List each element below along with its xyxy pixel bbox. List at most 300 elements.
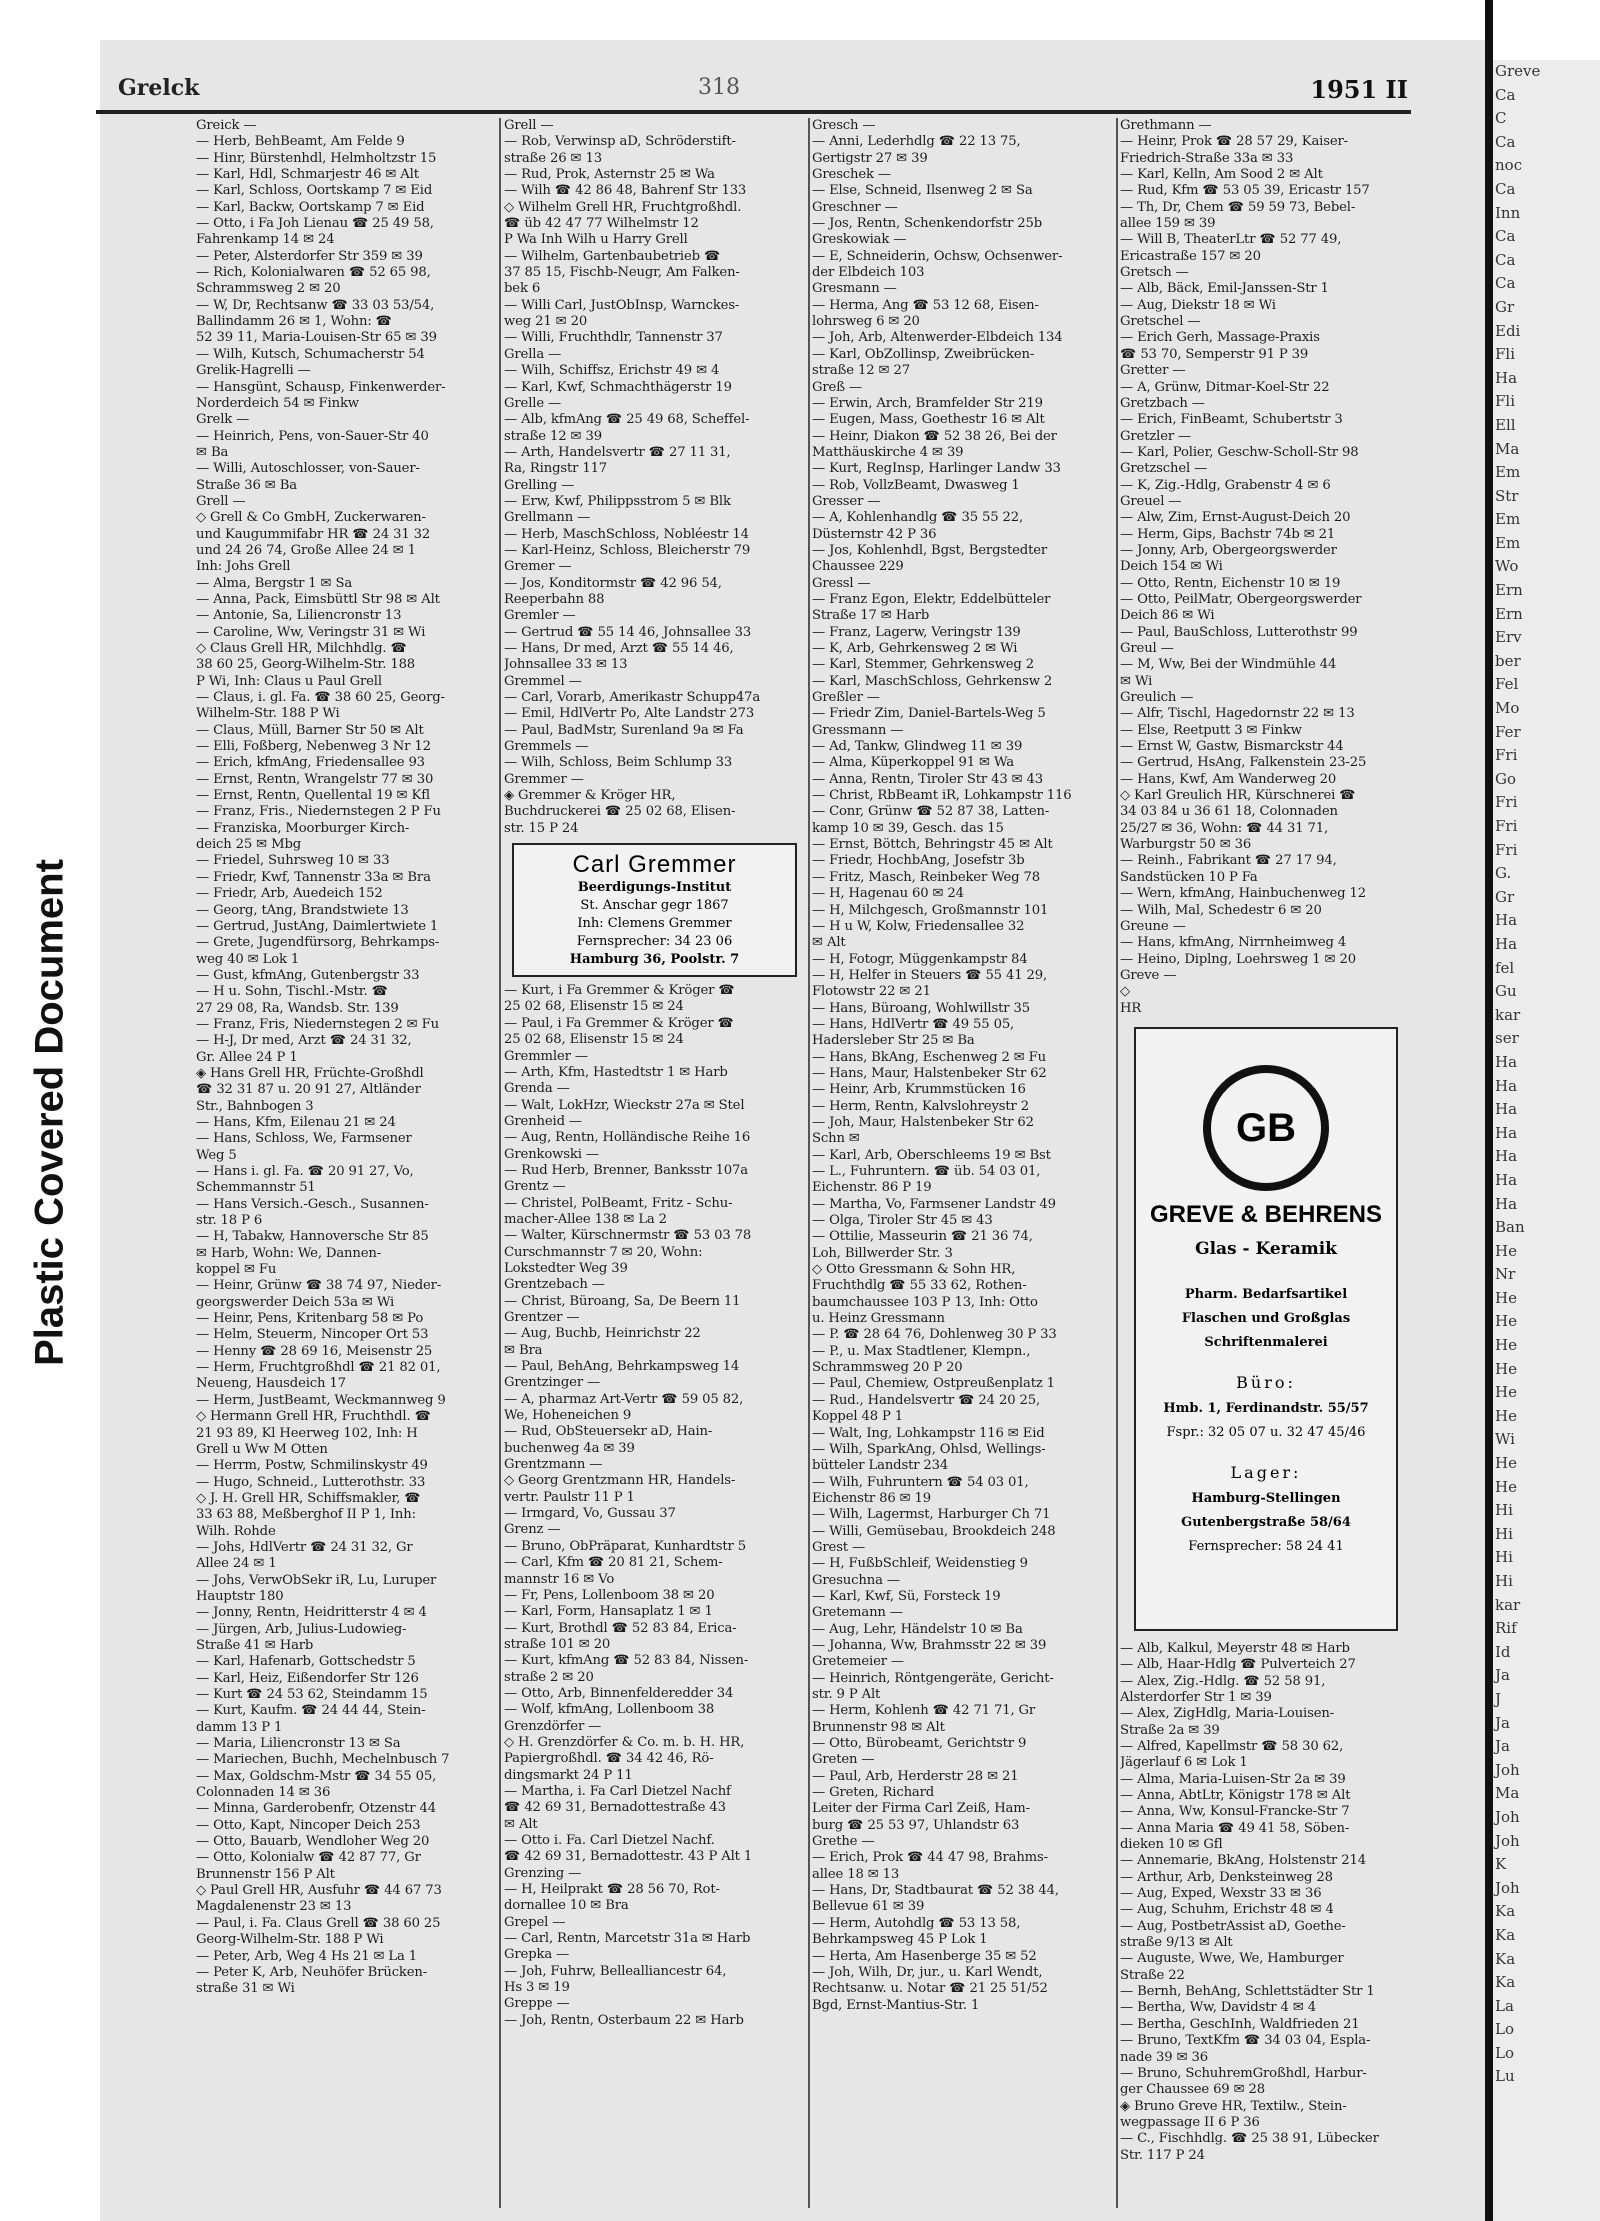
listing-line: — Herb, BehBeamt, Am Felde 9: [196, 134, 405, 150]
listing-line: Gretschel —: [1120, 314, 1201, 330]
next-page-line: Fel: [1495, 675, 1519, 694]
listing-line: Ballindamm 26 ✉ 1, Wohn: ☎: [196, 314, 392, 330]
ad-line: Beerdigungs-Institut: [577, 880, 732, 896]
listing-line: ☎ 53 70, Semperstr 91 P 39: [1120, 346, 1309, 362]
next-page-line: Erv: [1495, 628, 1522, 647]
next-page-line: K: [1495, 1855, 1507, 1874]
next-page-line: Mo: [1495, 699, 1520, 718]
listing-line: — Aug, Diekstr 18 ✉ Wi: [1120, 297, 1276, 313]
next-page-line: noc: [1495, 156, 1523, 175]
listing-line: — Herm, Kohlenh ☎ 42 71 71, Gr: [812, 1703, 1036, 1719]
listing-line: — Mariechen, Buchh, Mechelnbusch 7: [196, 1752, 450, 1768]
next-page-line: Rif: [1495, 1619, 1517, 1638]
next-page-line: He: [1495, 1312, 1517, 1331]
listing-line: Schn ✉: [812, 1131, 860, 1147]
listing-line: Gresch —: [812, 118, 876, 133]
next-page-line: G.: [1495, 864, 1512, 883]
listing-line: Koppel 48 P 1: [812, 1409, 904, 1425]
listing-line: Grenheid —: [504, 1113, 582, 1129]
listing-line: — Fr, Pens, Lollenboom 38 ✉ 20: [504, 1587, 715, 1603]
listing-line: — A, pharmaz Art-Vertr ☎ 59 05 82,: [504, 1391, 744, 1407]
listing-line: Bellevue 61 ✉ 39: [812, 1899, 925, 1915]
listing-line: ☎ 42 69 31, Bernadottestraße 43: [504, 1800, 726, 1816]
listing-line: — Gertrud, HsAng, Falkenstein 23-25: [1120, 755, 1367, 771]
listing-line: allee 159 ✉ 39: [1120, 216, 1216, 232]
listing-line: — Wilh, Lagermst, Harburger Ch 71: [812, 1507, 1051, 1523]
listing-line: Grentz —: [504, 1179, 566, 1195]
listing-line: — Gust, kfmAng, Gutenbergstr 33: [196, 967, 420, 983]
listing-line: — Ernst, Rentn, Wrangelstr 77 ✉ 30: [196, 771, 434, 787]
listing-line: — Herm, Gips, Bachstr 74b ✉ 21: [1120, 526, 1336, 542]
listing-line: ◇ Wilhelm Grell HR, Fruchtgroßhdl.: [504, 199, 742, 215]
listing-line: Flotowstr 22 ✉ 21: [812, 984, 931, 1000]
next-page-line: Ell: [1495, 415, 1516, 434]
listing-line: Grethmann —: [1120, 118, 1212, 133]
listing-line: ◇ Otto Gressmann & Sohn HR,: [812, 1262, 1016, 1278]
next-page-line: Gr: [1495, 297, 1515, 316]
ad-office-address: Hmb. 1, Ferdinandstr. 55/57: [1163, 1400, 1369, 1416]
listing-line: Gretzschel —: [1120, 461, 1208, 477]
listing-line: Brunnenstr 98 ✉ Alt: [812, 1719, 945, 1735]
listing-line: — M, Ww, Bei der Windmühle 44: [1120, 657, 1337, 673]
listing-line: — Bernh, BehAng, Schlettstädter Str 1: [1120, 1984, 1375, 2000]
listing-line: — Herm, JustBeamt, Weckmannweg 9: [196, 1392, 446, 1408]
listing-line: Sandstücken 10 P Fa: [1120, 869, 1258, 885]
next-page-line: He: [1495, 1288, 1517, 1307]
listing-line: — Max, Goldschm-Mstr ☎ 34 55 05,: [196, 1768, 437, 1784]
listing-line: Hs 3 ✉ 19: [504, 1980, 570, 1996]
next-page-line: Fri: [1495, 746, 1518, 765]
listing-line: ☎ üb 42 47 77 Wilhelmstr 12: [504, 216, 699, 232]
listing-line: ◇ J. H. Grell HR, Schiffsmakler, ☎: [196, 1490, 421, 1506]
listing-line: Str. 117 P 24: [1120, 2147, 1205, 2163]
listing-line: ◈ Gremmer & Kröger HR,: [504, 788, 676, 804]
next-page-line: Ma: [1495, 439, 1520, 458]
listing-line: Fahrenkamp 14 ✉ 24: [196, 232, 335, 248]
ad-line: Fernsprecher: 34 23 06: [576, 934, 733, 950]
listing-line: georgswerder Deich 53a ✉ Wi: [196, 1294, 395, 1310]
listing-line: — Kurt, RegInsp, Harlinger Landw 33: [812, 461, 1061, 477]
listing-line: Gertigstr 27 ✉ 39: [812, 150, 928, 166]
listing-line: — Karl, MaschSchloss, Gehrkensw 2: [812, 673, 1053, 689]
listing-line: — Kurt, Brothdl ☎ 52 83 84, Erica-: [504, 1620, 737, 1636]
listing-line: Gremmel —: [504, 673, 582, 689]
listing-line: — Friedr, HochbAng, Josefstr 3b: [812, 853, 1025, 869]
listing-line: — Peter, Arb, Weg 4 Hs 21 ✉ La 1: [196, 1948, 418, 1964]
ad-line: St. Anschar gegr 1867: [580, 898, 729, 914]
next-page-line: He: [1495, 1477, 1517, 1496]
listing-line: — Gertrud, JustAng, Daimlertwiete 1: [196, 918, 439, 934]
listing-line: — Karl, Form, Hansaplatz 1 ✉ 1: [504, 1604, 713, 1620]
listing-line: — Wilhelm, Gartenbaubetrieb ☎: [504, 248, 721, 264]
listing-line: — Paul, BauSchloss, Lutterothstr 99: [1120, 624, 1358, 640]
next-page-line: Fli: [1495, 392, 1516, 411]
listing-line: — Bertha, GeschInh, Waldfrieden 21: [1120, 2016, 1360, 2032]
listing-line: — Henny ☎ 28 69 16, Meisenstr 25: [196, 1343, 433, 1359]
page-header: [118, 75, 1408, 113]
listing-line: — Aug, PostbetrAssist aD, Goethe-: [1120, 1918, 1346, 1934]
listing-line: — Paul, i. Fa. Claus Grell ☎ 38 60 25: [196, 1915, 441, 1931]
listing-line: — L., Fuhruntern. ☎ üb. 54 03 01,: [812, 1164, 1041, 1179]
listing-line: — Reinh., Fabrikant ☎ 27 17 94,: [1120, 853, 1337, 869]
ad-title: GREVE & BEHRENS: [1149, 1200, 1383, 1228]
listing-line: — Bruno, TextKfm ☎ 34 03 04, Espla-: [1120, 2033, 1371, 2049]
listing-line: — Paul, Chemiew, Ostpreußenplatz 1: [812, 1376, 1055, 1392]
listing-line: — Ernst, Rentn, Quellental 19 ✉ Kfl: [196, 788, 430, 804]
next-page-line: J: [1495, 1689, 1502, 1708]
listing-line: bek 6: [504, 281, 541, 297]
listing-line: — Wilh ☎ 42 86 48, Bahrenf Str 133: [504, 183, 747, 199]
listing-line: — Herta, Am Hasenberge 35 ✉ 52: [812, 1948, 1037, 1964]
listing-line: der Elbdeich 103: [812, 265, 925, 281]
listing-line: Grest —: [812, 1539, 866, 1555]
listing-line: — Karl-Heinz, Schloss, Bleicherstr 79: [504, 542, 751, 558]
listing-line: — Karl, Stemmer, Gehrkensweg 2: [812, 657, 1034, 673]
listing-line: — Anna, AbtLtr, Königstr 178 ✉ Alt: [1120, 1788, 1351, 1803]
listing-line: und 24 26 74, Große Allee 24 ✉ 1: [196, 542, 416, 558]
next-page-line: Ja: [1495, 1666, 1510, 1685]
listing-line: — Ernst, Böttch, Behringstr 45 ✉ Alt: [812, 837, 1053, 853]
listing-line: — Karl, Hdl, Schmarjestr 46 ✉ Alt: [196, 167, 419, 183]
listing-line: straße 26 ✉ 13: [504, 150, 602, 166]
listing-line: — Franz, Fris., Niedernstegen 2 P Fu: [196, 804, 441, 820]
listing-line: Wilh. Rohde: [196, 1523, 276, 1539]
listing-line: — Conr, Grünw ☎ 52 87 38, Latten-: [812, 804, 1050, 820]
next-page-line: Ha: [1495, 1147, 1518, 1166]
listing-line: 25/27 ✉ 36, Wohn: ☎ 44 31 71,: [1120, 820, 1329, 836]
listing-line: Chaussee 229: [812, 559, 904, 575]
listing-line: 33 63 88, Meßberghof II P 1, Inh:: [196, 1507, 416, 1523]
next-page-line: Nr: [1495, 1265, 1516, 1284]
listing-line: Greß —: [812, 379, 862, 395]
listing-line: — Herm, Rentn, Kalvslohreystr 2: [812, 1098, 1029, 1114]
next-page-line: Ma: [1495, 1784, 1520, 1803]
listing-line: buchenweg 4a ✉ 39: [504, 1440, 635, 1456]
next-page-line: Inn: [1495, 203, 1521, 222]
ad-line: Schriftenmalerei: [1204, 1334, 1328, 1350]
listing-line: Schrammsweg 20 P 20: [812, 1360, 963, 1376]
listing-line: — Aug, Exped, Wexstr 33 ✉ 36: [1120, 1886, 1322, 1902]
listing-line: Alsterdorfer Str 1 ✉ 39: [1120, 1689, 1272, 1705]
listing-line: — Carl, Vorarb, Amerikastr Schupp47a: [504, 690, 761, 706]
listing-line: — Kurt, Kaufm. ☎ 24 44 44, Stein-: [196, 1703, 426, 1719]
next-page-line: Ha: [1495, 911, 1518, 930]
listing-line: str. 9 P Alt: [812, 1687, 881, 1702]
listing-line: — Hans i. gl. Fa. ☎ 20 91 27, Vo,: [196, 1164, 414, 1179]
ad-office-phone: Fspr.: 32 05 07 u. 32 47 45/46: [1166, 1424, 1366, 1440]
listing-line: — Willi Carl, JustObInsp, Warnckes-: [504, 297, 740, 313]
listing-line: — Kurt, i Fa Gremmer & Kröger ☎: [504, 983, 735, 999]
listing-line: — Auguste, Wwe, We, Hamburger: [1120, 1951, 1344, 1967]
listing-line: Gretzler —: [1120, 428, 1192, 444]
listing-line: Gressmann —: [812, 722, 904, 738]
listing-line: — C., Fischhdlg. ☎ 25 38 91, Lübecker: [1120, 2131, 1379, 2147]
listing-line: — Arthur, Arb, Denksteinweg 28: [1120, 1869, 1333, 1885]
listing-line: Grenda —: [504, 1081, 570, 1097]
listing-line: — Hugo, Schneid., Lutterothstr. 33: [196, 1474, 426, 1490]
gremmer-advertisement: [512, 843, 797, 977]
listing-line: — Otto, Bürobeamt, Gerichtstr 9: [812, 1736, 1027, 1752]
listing-line: — Helm, Steuerm, Nincoper Ort 53: [196, 1327, 429, 1343]
listing-line: ✉ Alt: [812, 935, 846, 951]
listing-line: Deich 154 ✉ Wi: [1120, 559, 1223, 575]
next-page-line: Lo: [1495, 2020, 1514, 2039]
listing-line: — Alb, Kalkul, Meyerstr 48 ✉ Harb: [1120, 1640, 1350, 1656]
listing-line: — Joh, Maur, Halstenbeker Str 62: [812, 1114, 1034, 1130]
listing-line: — Jos, Kohlenhdl, Bgst, Bergstedter: [812, 542, 1048, 558]
listing-line: — H, Hagenau 60 ✉ 24: [812, 886, 964, 902]
next-page-line: Fri: [1495, 817, 1518, 835]
listing-line: Grentzer —: [504, 1310, 580, 1325]
listing-line: Gresuchna —: [812, 1572, 900, 1588]
listing-line: Brunnenstr 156 P Alt: [196, 1866, 335, 1882]
listing-line: — Hans, Dr med, Arzt ☎ 55 14 46,: [504, 641, 734, 656]
listing-line: — Franz Egon, Elektr, Eddelbütteler: [812, 591, 1051, 607]
listing-line: — Alb, Haar-Hdlg ☎ Pulverteich 27: [1120, 1657, 1356, 1673]
column-2: [504, 118, 805, 2208]
listing-line: weg 21 ✉ 20: [504, 314, 588, 330]
listing-line: — Erich, kfmAng, Friedensallee 93: [196, 755, 425, 771]
listing-line: — Hans Versich.-Gesch., Susannen-: [196, 1196, 429, 1212]
listing-line: — Carl, Rentn, Marcetstr 31a ✉ Harb: [504, 1931, 751, 1947]
listing-line: ☎ 42 69 31, Bernadottestr. 43 P Alt 1: [504, 1849, 753, 1865]
next-page-line: Lu: [1495, 2067, 1515, 2086]
listing-line: — Anna Maria ☎ 49 41 58, Söben-: [1120, 1820, 1350, 1836]
next-page-line: Ja: [1495, 1737, 1510, 1756]
listing-line: — Karl, Kelln, Am Sood 2 ✉ Alt: [1120, 167, 1323, 183]
next-page-line: Ka: [1495, 1949, 1516, 1968]
listing-line: — Otto, Kolonialw ☎ 42 87 77, Gr: [196, 1850, 421, 1866]
listing-line: macher-Allee 138 ✉ La 2: [504, 1211, 667, 1227]
listing-line: — Karl, Polier, Geschw-Scholl-Str 98: [1120, 444, 1359, 460]
listing-line: — Johanna, Ww, Brahmsstr 22 ✉ 39: [812, 1637, 1047, 1653]
listing-line: ☎ 32 31 87 u. 20 91 27, Altländer: [196, 1082, 421, 1098]
listing-line: — K, Arb, Gehrkensweg 2 ✉ Wi: [812, 641, 1018, 656]
next-page-line: Joh: [1495, 1760, 1520, 1779]
listing-line: Gremmer —: [504, 771, 584, 787]
next-page-line: Ka: [1495, 1973, 1516, 1992]
next-page-line: Fri: [1495, 840, 1518, 859]
listing-line: — Alb, Bäck, Emil-Janssen-Str 1: [1120, 281, 1329, 297]
listing-line: — Paul, BehAng, Behrkampsweg 14: [504, 1359, 740, 1375]
listing-line: Hadersleber Str 25 ✉ Ba: [812, 1033, 975, 1049]
listing-line: 21 93 89, Kl Heerweg 102, Inh: H: [196, 1425, 418, 1441]
listing-line: Gresser —: [812, 493, 881, 509]
listing-line: — H, Fotogr, Müggenkampstr 84: [812, 951, 1028, 967]
next-page-line: Str: [1495, 486, 1519, 505]
listing-line: Friedrich-Straße 33a ✉ 33: [1120, 150, 1294, 166]
next-page-line: Edi: [1495, 321, 1521, 340]
listing-line: 34 03 84 u 36 61 18, Colonnaden: [1120, 804, 1338, 820]
ad-storage-place: Hamburg-Stellingen: [1191, 1490, 1341, 1506]
edition-year: 1951 II: [1310, 75, 1408, 104]
listing-line: straße 12 ✉ 39: [504, 428, 602, 444]
listing-line: — Rud Herb, Brenner, Banksstr 107a: [504, 1162, 748, 1178]
listing-line: ger Chaussee 69 ✉ 28: [1120, 2082, 1266, 2098]
listing-line: Grentzinger —: [504, 1375, 601, 1391]
ad-line: Hamburg 36, Poolstr. 7: [569, 952, 740, 968]
listing-line: Greschek —: [812, 167, 891, 183]
listing-line: — Herma, Ang ☎ 53 12 68, Eisen-: [812, 297, 1039, 313]
listing-line: — Ad, Tankw, Glindweg 11 ✉ 39: [812, 739, 1023, 755]
listing-line: — Georg, tAng, Brandstwiete 13: [196, 902, 409, 918]
listing-line: damm 13 P 1: [196, 1719, 283, 1735]
next-page-line: Ca: [1495, 274, 1516, 293]
listing-line: — Karl, Heiz, Eißendorfer Str 126: [196, 1670, 419, 1686]
next-page-line: Em: [1495, 510, 1521, 529]
running-head: Grelck: [118, 75, 200, 101]
listing-line: Allee 24 ✉ 1: [196, 1556, 277, 1572]
listing-line: Ra, Ringstr 117: [504, 461, 608, 477]
listing-line: — Claus, i. gl. Fa. ☎ 38 60 25, Georg-: [196, 690, 445, 706]
listing-line: — Erwin, Arch, Bramfelder Str 219: [812, 395, 1043, 411]
listing-line: vertr. Paulstr 11 P 1: [504, 1489, 635, 1505]
next-page-line: He: [1495, 1241, 1517, 1260]
listing-line: Curschmannstr 7 ✉ 20, Wohn:: [504, 1244, 703, 1260]
listing-line: ✉ Bra: [504, 1342, 543, 1358]
listing-line: Grenz —: [504, 1522, 561, 1538]
listing-line: Warburgstr 50 ✉ 36: [1120, 837, 1252, 853]
listing-line: Buchdruckerei ☎ 25 02 68, Elisen-: [504, 804, 736, 820]
listing-line: Schrammsweg 2 ✉ 20: [196, 281, 341, 297]
listing-line: — Willi, Autoschlosser, von-Sauer-: [196, 461, 420, 477]
listing-line: Grenzdörfer —: [504, 1718, 602, 1734]
listing-line: Str., Bahnbogen 3: [196, 1098, 314, 1114]
listing-line: — Anna, Ww, Konsul-Francke-Str 7: [1120, 1804, 1350, 1820]
next-page-line: Ha: [1495, 934, 1518, 953]
listing-line: straße 31 ✉ Wi: [196, 1981, 295, 1997]
ad-subtitle: Glas - Keramik: [1195, 1238, 1337, 1259]
next-page-line: Id: [1495, 1642, 1511, 1661]
listing-line: Grepka —: [504, 1947, 570, 1963]
listing-line: — Joh, Arb, Altenwerder-Elbdeich 134: [812, 330, 1063, 346]
listing-line: — Joh, Rentn, Osterbaum 22 ✉ Harb: [504, 2012, 744, 2028]
next-page-line: Ca: [1495, 179, 1516, 198]
listing-line: str. 15 P 24: [504, 820, 579, 836]
listing-line: — Hans, Dr, Stadtbaurat ☎ 52 38 44,: [812, 1883, 1059, 1899]
listing-line: — Wilh, SparkAng, Öhlsd, Wellings-: [812, 1441, 1046, 1457]
next-page-line: Hi: [1495, 1524, 1513, 1543]
listing-line: — Heinr, Diakon ☎ 52 38 26, Bei der: [812, 428, 1057, 444]
listing-line: — Alma, Maria-Luisen-Str 2a ✉ 39: [1120, 1771, 1346, 1787]
next-page-line: Greve: [1495, 62, 1541, 80]
listing-line: — H, Helfer in Steuers ☎ 55 41 29,: [812, 967, 1048, 983]
listing-line: — Herrm, Postw, Schmilinskystr 49: [196, 1458, 428, 1474]
next-page-line: Ha: [1495, 1100, 1518, 1119]
listing-line: — Karl, Hafenarb, Gottschedstr 5: [196, 1654, 416, 1670]
listing-line: — Walt, Ing, Lohkampstr 116 ✉ Eid: [812, 1425, 1045, 1441]
next-page-line: Joh: [1495, 1807, 1520, 1826]
listing-line: — Rud, Prok, Asternstr 25 ✉ Wa: [504, 167, 715, 183]
listing-line: — Antonie, Sa, Liliencronstr 13: [196, 608, 402, 624]
listing-line: — Karl, Arb, Oberschleems 19 ✉ Bst: [812, 1147, 1051, 1163]
listing-line: — Erich Gerh, Massage-Praxis: [1120, 330, 1320, 346]
listing-line: — Heinr, Pens, Kritenbarg 58 ✉ Po: [196, 1311, 424, 1327]
listing-line: — Franz, Lagerw, Veringstr 139: [812, 624, 1021, 640]
listing-line: — Alfred, Kapellmstr ☎ 58 30 62,: [1120, 1738, 1344, 1754]
listing-line: — Willi, Gemüsebau, Brookdeich 248: [812, 1523, 1056, 1539]
listing-line: ✉ Alt: [504, 1816, 538, 1832]
listing-line: Norderdeich 54 ✉ Finkw: [196, 395, 359, 411]
next-page-line: Em: [1495, 533, 1521, 552]
listing-line: — Arth, Handelsvertr ☎ 27 11 31,: [504, 444, 731, 460]
listing-line: — Otto, PeilMatr, Obergeorgswerder: [1120, 591, 1362, 607]
listing-line: 52 39 11, Maria-Louisen-Str 65 ✉ 39: [196, 330, 437, 346]
listing-line: — Alb, kfmAng ☎ 25 49 68, Scheffel-: [504, 412, 750, 428]
listing-line: Greulich —: [1120, 690, 1194, 706]
listing-line: 27 29 08, Ra, Wandsb. Str. 139: [196, 1000, 399, 1016]
listing-line: Greßler —: [812, 690, 880, 706]
listing-line: baumchaussee 103 P 13, Inh: Otto: [812, 1294, 1038, 1310]
listing-line: — Hans, kfmAng, Nirrnheimweg 4: [1120, 935, 1347, 951]
listing-line: — Karl, Backw, Oortskamp 7 ✉ Eid: [196, 199, 425, 215]
listing-line: Georg-Wilhelm-Str. 188 P Wi: [196, 1932, 384, 1948]
listing-line: — Alex, ZigHdlg, Maria-Louisen-: [1120, 1706, 1335, 1722]
next-page-line: ser: [1495, 1029, 1519, 1048]
listing-line: Neueng, Hausdeich 17: [196, 1376, 346, 1392]
next-page-line: He: [1495, 1336, 1517, 1355]
listing-line: ◇: [1120, 984, 1130, 1000]
listing-line: 38 60 25, Georg-Wilhelm-Str. 188: [196, 657, 416, 673]
listing-line: — Bruno, SchuhremGroßhdl, Harbur-: [1120, 2065, 1367, 2081]
column-4: [1120, 118, 1412, 2208]
listing-line: — Heinrich, Pens, von-Sauer-Str 40: [196, 428, 429, 444]
listing-line: — Wolf, kfmAng, Lollenboom 38: [504, 1702, 715, 1718]
next-page-line: Ha: [1495, 1194, 1518, 1213]
listing-line: — Walter, Kürschnermstr ☎ 53 03 78: [504, 1228, 752, 1244]
listing-line: Eichenstr 86 ✉ 19: [812, 1490, 932, 1506]
listing-line: Papiergroßhdl. ☎ 34 42 46, Rö-: [504, 1751, 714, 1767]
listing-line: — Jonny, Rentn, Heidritterstr 4 ✉ 4: [196, 1605, 427, 1621]
listing-line: — Hans, BkAng, Eschenweg 2 ✉ Fu: [812, 1049, 1047, 1065]
listing-line: — Otto, Arb, Binnenfelderedder 34: [504, 1685, 734, 1701]
next-page-line: kar: [1495, 1595, 1521, 1614]
listing-line: Grentzebach —: [504, 1277, 605, 1293]
next-page-line: Ha: [1495, 1076, 1518, 1095]
listing-line: — P., u. Max Stadtlener, Klempn.,: [812, 1343, 1031, 1359]
listing-line: — P. ☎ 28 64 76, Dohlenweg 30 P 33: [812, 1327, 1057, 1343]
listing-line: dornallee 10 ✉ Bra: [504, 1898, 629, 1914]
listing-line: — Friedr, Kwf, Tannenstr 33a ✉ Bra: [196, 869, 431, 885]
listing-line: Gretemeier —: [812, 1654, 904, 1670]
listing-line: Grelling —: [504, 477, 575, 493]
listing-line: — Hinr, Bürstenhdl, Helmholtzstr 15: [196, 150, 437, 166]
listing-line: Gremer —: [504, 559, 572, 575]
next-page-line: Ha: [1495, 1052, 1518, 1071]
listing-line: — Christ, Büroang, Sa, De Beern 11: [504, 1293, 741, 1309]
listing-line: 37 85 15, Fischb-Neugr, Am Falken-: [504, 265, 740, 281]
listing-line: — Christ, RbBeamt iR, Lohkampstr 116: [812, 788, 1072, 804]
listing-line: — Hans, Kfm, Eilenau 21 ✉ 24: [196, 1114, 396, 1130]
listing-line: koppel ✉ Fu: [196, 1262, 277, 1278]
listing-line: — H, Milchgesch, Großmannstr 101: [812, 902, 1049, 918]
listing-line: — Herm, Autohdlg ☎ 53 13 58,: [812, 1915, 1021, 1931]
listing-line: — Anni, Lederhdlg ☎ 22 13 75,: [812, 134, 1021, 150]
listing-line: Grenkowski —: [504, 1146, 599, 1162]
listing-line: — Karl, Kwf, Schmachthägerstr 19: [504, 379, 732, 395]
listing-line: Grepel —: [504, 1914, 566, 1930]
listing-line: — Johs, HdlVertr ☎ 24 31 32, Gr: [196, 1539, 413, 1555]
listing-line: — Karl, Kwf, Sü, Forsteck 19: [812, 1588, 1001, 1604]
listing-line: — Rud, ObSteuersekr aD, Hain-: [504, 1424, 713, 1440]
listing-line: wegpassage II 6 P 36: [1120, 2114, 1260, 2130]
left-strip: [0, 0, 100, 2221]
listing-line: — Kurt, kfmAng ☎ 52 83 84, Nissen-: [504, 1653, 749, 1669]
listing-line: — Irmgard, Vo, Gussau 37: [504, 1506, 676, 1522]
ad-line: Pharm. Bedarfsartikel: [1184, 1286, 1348, 1302]
listing-line: — Hans, Büroang, Wohlwillstr 35: [812, 1000, 1030, 1016]
listing-line: Straße 36 ✉ Ba: [196, 477, 297, 493]
